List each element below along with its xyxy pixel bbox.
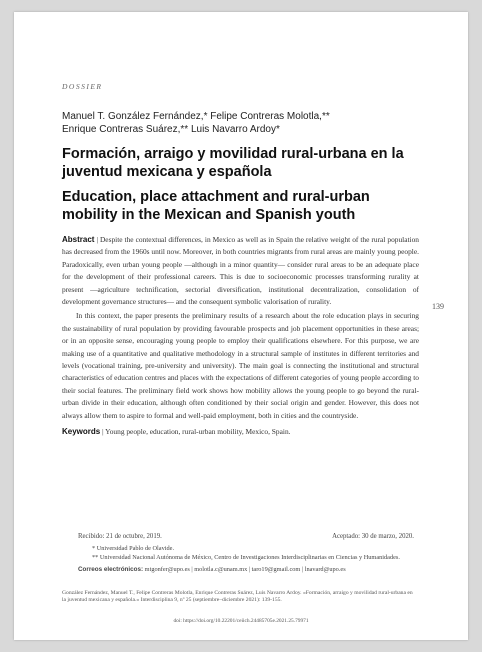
keywords-label: Keywords bbox=[62, 427, 101, 437]
section-label: DOSSIER bbox=[62, 82, 103, 91]
keywords-text: Young people, education, rural-urban mobility, Mexico, Spain. bbox=[105, 427, 291, 437]
author-line-1: Manuel T. González Fernández,* Felipe Contreras Molotla,** bbox=[62, 111, 330, 122]
abstract-label: Abstract bbox=[62, 235, 95, 244]
emails-list: mtgonfer@upo.es | molotla.c@unam.mx | taro19@gmail.com | lnavard@upo.es bbox=[143, 565, 346, 573]
abstract-separator: | bbox=[94, 235, 100, 244]
keywords-line bbox=[62, 426, 419, 438]
footnotes bbox=[78, 532, 414, 574]
footnote-affiliation-1: * Universidad Pablo de Olavide. bbox=[92, 545, 175, 553]
accepted-date: Aceptado: 30 de marzo, 2020. bbox=[332, 533, 414, 540]
emails-label: Correos electrónicos: bbox=[78, 565, 144, 573]
footnote-affiliation-2: ** Universidad Nacional Autónoma de México, Centro de Investigaciones Interdisciplinarias en Ciencias y Humanidades. bbox=[92, 554, 400, 562]
author-line-2: Enrique Contreras Suárez,** Luis Navarro Ardoy* bbox=[62, 124, 280, 135]
title-spanish: Formación, arraigo y movilidad rural-urbana en la juventud mexicana y española bbox=[62, 146, 404, 180]
page-number: 139 bbox=[432, 302, 444, 311]
abstract-text-1: Despite the contextual differences, in Mexico as well as in Spain the relative weight of the rural population has decreased from the 1960s until now. Moreover, in both countries migrants from rural areas are mainly young people. Paradoxically, even urban young people —although in a minor quantity— consider rural areas to be an adequate place for the development of their professional careers. This is due to socioeconomic processes transforming rurality at present —agriculture technification, sectorial diversification, institutional decentralization, consolidation of development governance structures— and the consequent symbolic valorisation of rurality. bbox=[62, 235, 419, 307]
author-list bbox=[62, 110, 412, 136]
keywords-separator: | bbox=[100, 427, 106, 437]
abstract-paragraph-2: In this context, the paper presents the preliminary results of a research about the role education plays in securing the sustainability of rural population by providing favourable prospects and job placement opportunities in these areas; or in an opposite sense, encouraging young people to employ their qualifications elsewhere. For this purpose, we are making use of a quantitative and qualitative methodology in a structural sample of institutes in different territories and levels (vocational training, pre-university and university). The main goal is connecting the institutional and structural characteristics of education centres and places with the expectations of different categories of young people according to their social features. The preliminary field work shows how mobility allows the young people to go beyond the rural-urban divide in their education, although often conditioned by their social origin and gender. However, this does not always allow them to aspire to formal and well-paid employment, both in cities and the countryside. bbox=[62, 311, 419, 420]
doi-link[interactable]: doi: https://doi.org/10.22201/ceiich.24485705e.2021.25.79971 bbox=[173, 618, 309, 624]
submission-dates bbox=[78, 532, 414, 541]
emails-line bbox=[78, 565, 414, 574]
abstract-paragraph-1 bbox=[62, 234, 419, 308]
document-page bbox=[14, 12, 468, 640]
citation-text: González Fernández, Manuel T., Felipe Contreras Molotla, Enrique Contreras Suárez, Luis Navarro Ardoy. «Formación, arraigo y movilidad rural-urbana en la juventud mexicana y española.» Interdisciplina 9, nº 25 (septiembre–diciembre 2021): 139-155. bbox=[62, 590, 413, 604]
title-english: Education, place attachment and rural-urban mobility in the Mexican and Spanish youth bbox=[62, 189, 370, 223]
abstract-section bbox=[62, 234, 419, 439]
received-date: Recibido: 21 de octubre, 2019. bbox=[78, 533, 162, 540]
